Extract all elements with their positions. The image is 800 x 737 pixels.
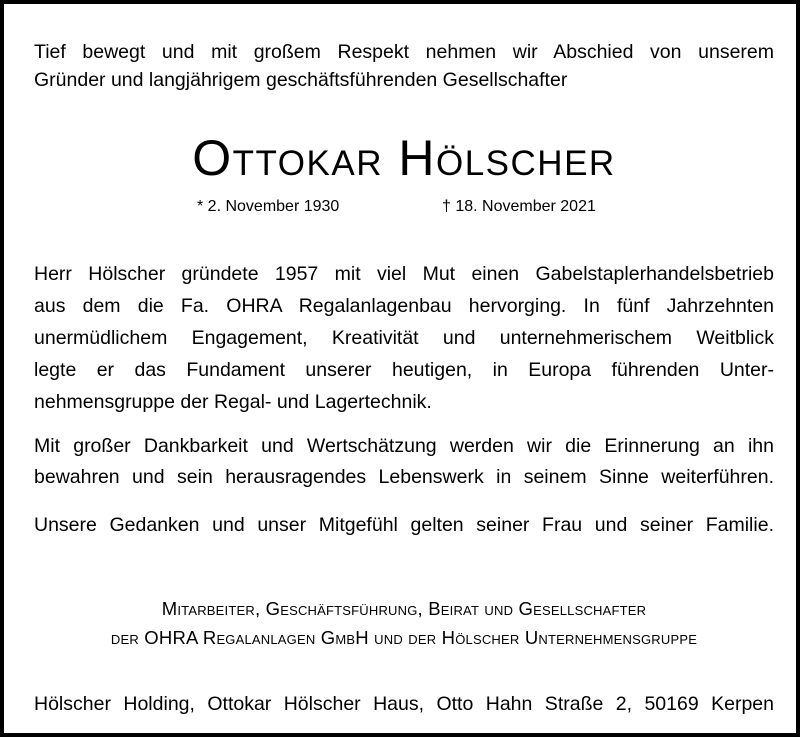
signature-line-1: Mitarbeiter, Geschäftsführung, Beirat und Gesellschafter xyxy=(161,598,647,619)
paragraph-2-line-2: bewahren und sein herausragendes Lebenswerk in seinem Sinne weiterführen. xyxy=(34,466,774,488)
paragraph-3: Unsere Gedanken und unser Mitgefühl gelten seiner Frau und seiner Familie. xyxy=(34,514,774,536)
birth-date: * 2. November 1930 xyxy=(197,198,340,215)
paragraph-1-line-3: unermüdlichem Engagement, Kreativität und unternehmerischem Weitblick xyxy=(34,327,774,349)
deceased-name: Ottokar Hölscher xyxy=(192,130,616,186)
intro-line-1: Tief bewegt und mit großem Respekt nehmen wir Abschied von unserem xyxy=(34,41,774,63)
intro-line-2: Gründer und langjährigem geschäftsführenden Gesellschafter xyxy=(34,69,568,91)
address-line: Hölscher Holding, Ottokar Hölscher Haus, Otto Hahn Straße 2, 50169 Kerpen xyxy=(34,693,774,715)
paragraph-1-line-4: legte er das Fundament unserer heutigen, in Europa führenden Unter- xyxy=(34,359,774,381)
paragraph-1-line-1: Herr Hölscher gründete 1957 mit viel Mut einen Gabelstaplerhandelsbetrieb xyxy=(34,263,774,285)
paragraph-1-line-5: nehmensgruppe der Regal- und Lagertechnik. xyxy=(34,391,432,413)
paragraph-2-line-1: Mit großer Dankbarkeit und Wertschätzung werden wir die Erinnerung an ihn xyxy=(34,435,774,457)
death-date: † 18. November 2021 xyxy=(442,198,596,215)
paragraph-1-line-2: aus dem die Fa. OHRA Regalanlagenbau hervorging. In fünf Jahrzehnten xyxy=(34,295,774,317)
signature-line-2: der OHRA Regalanlagen GmbH und der Hölscher Unternehmensgruppe xyxy=(110,627,698,648)
